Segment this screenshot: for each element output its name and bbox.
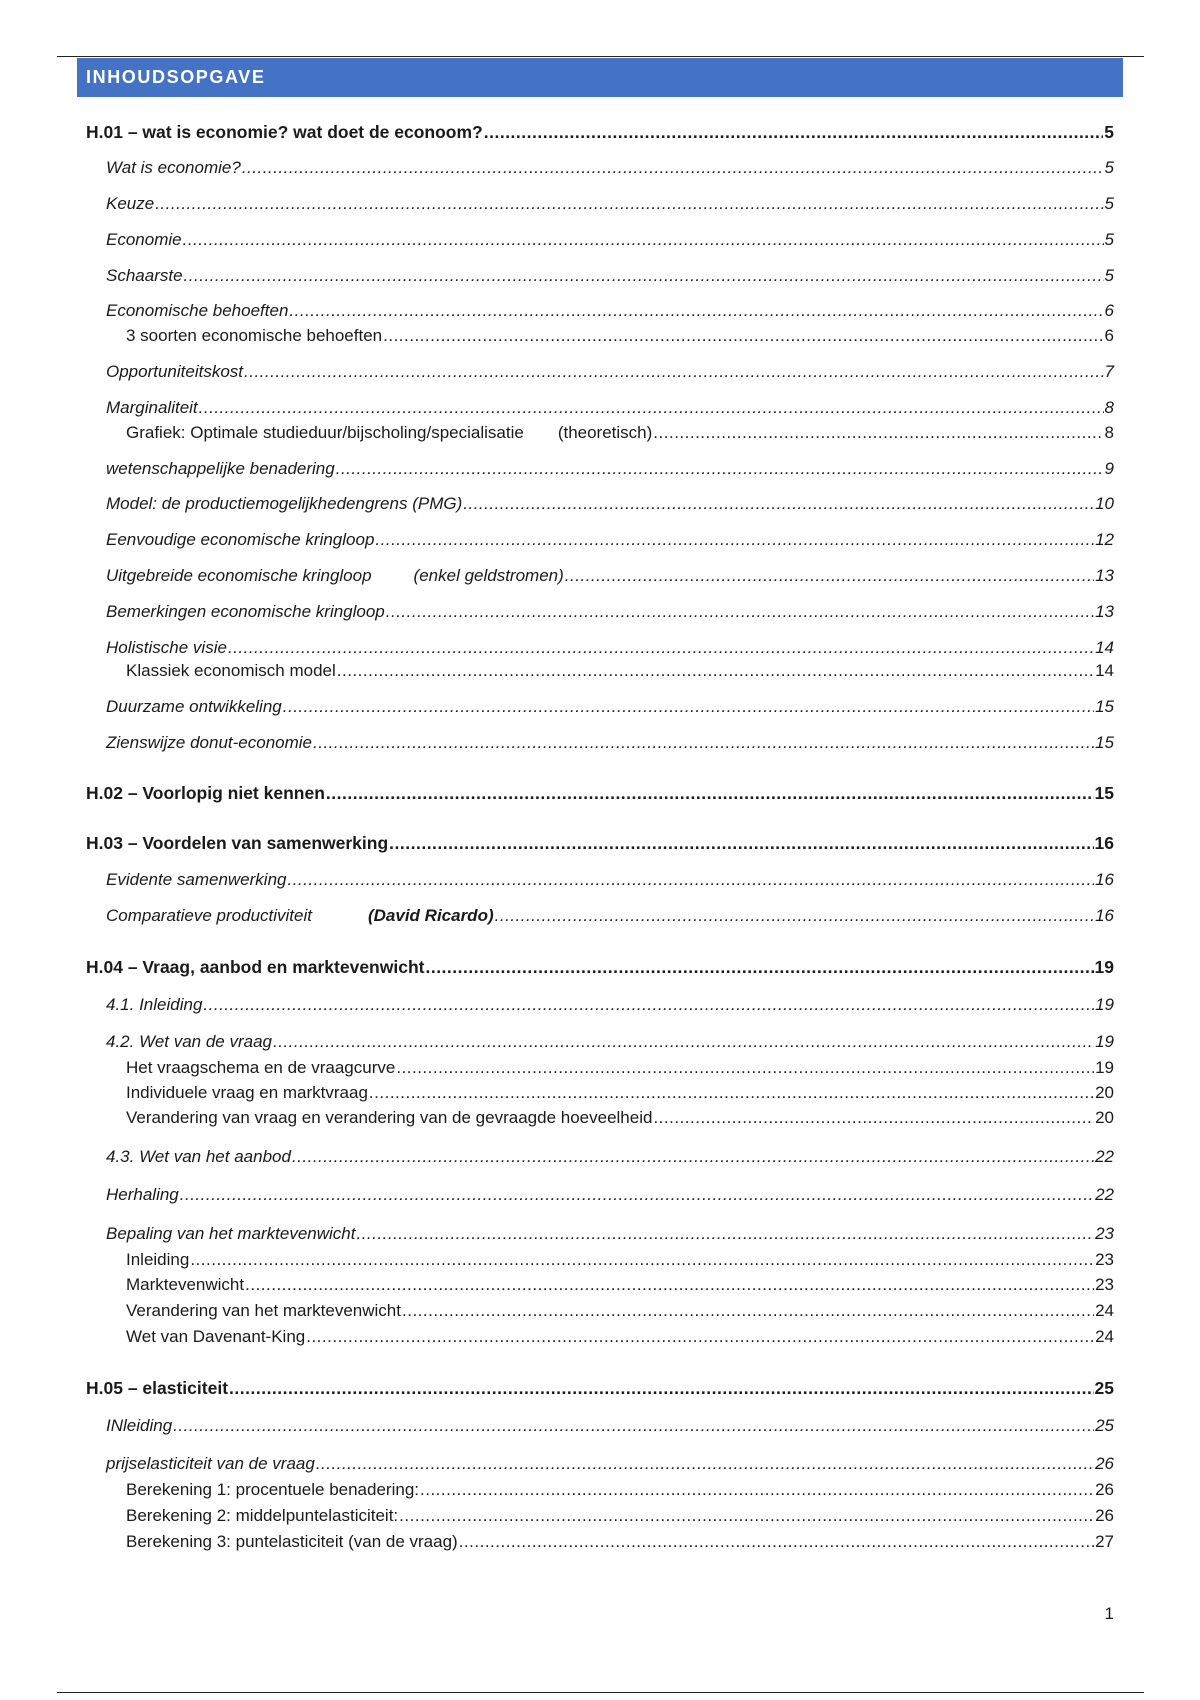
toc-entry-page: 16 [1094,833,1114,853]
toc-entry-page: 7 [1104,362,1114,381]
toc-entry[interactable] [86,957,1114,978]
dot-leader [316,1454,1094,1474]
dot-leader [155,194,1103,214]
dot-leader [173,1416,1094,1436]
toc-entry-text: 4.1. Inleiding [106,995,203,1014]
toc-entry-title [106,1032,272,1052]
toc-entry-page: 14 [1095,661,1114,680]
toc-entry-title [106,158,241,178]
toc-entry-title [126,661,336,681]
toc-entry-page: 26 [1095,1480,1114,1499]
toc-entry-title [86,833,388,854]
top-rule [57,56,1144,57]
toc-entry-page: 10 [1095,494,1114,513]
dot-leader [190,1250,1094,1270]
toc-entry-title [86,783,325,804]
toc-entry-title [106,266,183,286]
toc-entry-page: 23 [1095,1224,1114,1243]
toc-entry-text: Wat is economie? [106,158,241,177]
dot-leader [313,733,1094,753]
toc-entry[interactable] [126,1532,1114,1552]
toc-entry-page: 15 [1095,733,1114,752]
dot-leader [306,1327,1094,1347]
toc-entry[interactable] [126,423,1114,443]
toc-entry-title [86,122,483,143]
dot-leader [484,122,1104,143]
toc-entry-text: wetenschappelijke benadering [106,459,335,478]
toc-entry-title [126,1301,401,1321]
toc-entry[interactable] [126,1083,1114,1103]
toc-entry-text: Model: de productiemogelijkhedengrens (PMG) [106,494,463,513]
toc-entry-page: 5 [1104,266,1114,285]
toc-entry-page: 16 [1095,906,1114,925]
toc-entry[interactable] [106,638,1114,658]
toc-entry-title [126,1058,395,1078]
toc-entry-page: 20 [1095,1083,1114,1102]
toc-entry-title [106,398,198,418]
dot-leader [399,1506,1094,1526]
dot-leader [653,423,1103,443]
toc-entry[interactable] [106,1147,1114,1167]
toc-entry-text: Opportuniteitskost [106,362,244,381]
toc-entry[interactable] [86,833,1114,854]
toc-entry[interactable] [106,1454,1114,1474]
dot-leader [565,566,1094,586]
toc-entry-page: 27 [1095,1532,1114,1551]
toc-entry-text: Zienswijze donut-economie [106,733,312,752]
toc-entry-title [126,326,382,346]
dot-leader [245,1275,1094,1295]
toc-entry-title [126,1327,305,1347]
toc-entry[interactable] [126,1506,1114,1526]
toc-entry-text: H.01 – wat is economie? wat doet de econoom? [86,122,483,142]
toc-entry-text: Eenvoudige economische kringloop [106,530,375,549]
toc-entry-text: Bemerkingen economische kringloop [106,602,385,621]
dot-leader [292,1147,1094,1167]
toc-entry-title [106,459,335,479]
toc-entry-page: 25 [1095,1416,1114,1435]
toc-entry-title [106,1147,291,1167]
bottom-rule [57,1692,1144,1693]
dot-leader [402,1301,1094,1321]
dot-leader [184,266,1104,286]
toc-entry[interactable] [106,494,1114,514]
dot-leader [229,1378,1094,1399]
toc-entry-text: Marginaliteit [106,398,198,417]
toc-entry-text: INleiding [106,1416,173,1435]
toc-entry-text: Schaarste [106,266,183,285]
toc-entry-title [106,230,182,250]
toc-entry-subtext: (David Ricardo) [367,906,494,925]
toc-entry-title [106,602,385,622]
toc-entry[interactable] [126,661,1114,681]
toc-entry-page: 24 [1095,1301,1114,1320]
dot-leader [242,158,1104,178]
toc-entry-text: Duurzame ontwikkeling [106,697,282,716]
toc-heading: INHOUDSOPGAVE [77,58,1123,97]
toc-entry-title [126,1275,244,1295]
toc-entry-title [86,1378,228,1399]
toc-entry-title [106,301,288,321]
toc-entry-text: Holistische visie [106,638,227,657]
toc-entry-title [126,1108,652,1128]
toc-entry-text: Evidente samenwerking [106,870,287,889]
dot-leader [180,1185,1094,1205]
toc-entry-title [106,566,564,586]
toc-entry-page: 19 [1095,995,1114,1014]
toc-entry-title [106,1454,315,1474]
toc-entry[interactable] [126,1108,1114,1128]
toc-entry-title [106,870,286,890]
toc-entry-page: 24 [1095,1327,1114,1346]
toc-entry[interactable] [126,1480,1114,1500]
dot-leader [375,530,1094,550]
toc-entry-title [106,1416,172,1436]
dot-leader [653,1108,1094,1128]
toc-entry-title [126,1480,419,1500]
toc-entry-title [106,995,202,1015]
toc-entry-title [126,1250,189,1270]
toc-entry[interactable] [126,1275,1114,1295]
toc-entry-page: 19 [1094,957,1114,977]
dot-leader [396,1058,1094,1078]
dot-leader [283,697,1094,717]
toc-entry-page: 26 [1095,1454,1114,1473]
toc-entry-text: 4.3. Wet van het aanbod [106,1147,291,1166]
toc-entry-title [126,423,652,443]
toc-entry[interactable] [106,266,1114,286]
toc-entry[interactable] [86,122,1114,143]
dot-leader [199,398,1104,418]
toc-entry-title [106,194,154,214]
toc-entry-title [86,957,424,978]
toc-entry-title [106,494,462,514]
dot-leader [383,326,1103,346]
toc-entry-text: Wet van Davenant-King [126,1327,306,1346]
dot-leader [337,661,1094,681]
toc-entry-title [126,1083,368,1103]
toc-entry-page: 19 [1095,1032,1114,1051]
toc-entry[interactable] [106,362,1114,382]
toc-entry-page: 22 [1095,1185,1114,1204]
toc-entry[interactable] [126,1250,1114,1270]
toc-entry-page: 16 [1095,870,1114,889]
toc-entry-page: 13 [1095,566,1114,585]
toc-entry[interactable] [106,459,1114,479]
toc-entry[interactable] [106,602,1114,622]
toc-entry[interactable] [106,566,1114,586]
toc-entry-page: 22 [1095,1147,1114,1166]
dot-leader [244,362,1104,382]
toc-entry-text: Keuze [106,194,155,213]
toc-entry-page: 12 [1095,530,1114,549]
toc-entry-page: 15 [1095,697,1114,716]
toc-entry-text: Berekening 2: middelpuntelasticiteit: [126,1506,399,1525]
dot-leader [463,494,1094,514]
toc-entry-title [106,530,374,550]
toc-entry[interactable] [106,1224,1114,1244]
toc-entry-text: Bepaling van het marktevenwicht [106,1224,356,1243]
toc-entry-page: 5 [1104,194,1114,213]
toc-entry[interactable] [106,194,1114,214]
toc-entry[interactable] [106,301,1114,321]
toc-entry-page: 15 [1094,783,1114,803]
dot-leader [386,602,1094,622]
toc-entry-page: 5 [1104,230,1114,249]
toc-entry-text: prijselasticiteit van de vraag [106,1454,315,1473]
toc-entry[interactable] [86,783,1114,804]
toc-entry[interactable] [126,326,1114,346]
toc-entry-text: Herhaling [106,1185,179,1204]
dot-leader [273,1032,1094,1052]
dot-leader [389,833,1093,854]
toc-entry-text: Uitgebreide economische kringloop [106,566,372,585]
toc-entry[interactable] [106,398,1114,418]
toc-entry-page: 14 [1095,638,1114,657]
toc-entry[interactable] [106,995,1114,1015]
toc-entry-text: Comparatieve productiviteit [106,906,312,925]
toc-entry-text: Economische behoeften [106,301,289,320]
toc-entry[interactable] [106,1416,1114,1436]
toc-entry-title [106,697,282,717]
toc-entry-subtext: (theoretisch) [557,423,653,442]
toc-entry-text: 3 soorten economische behoeften [126,326,383,345]
toc-entry[interactable] [106,906,1114,926]
toc-entry[interactable] [126,1058,1114,1078]
dot-leader [183,230,1104,250]
toc-entry[interactable] [106,697,1114,717]
toc-entry[interactable] [106,1185,1114,1205]
dot-leader [459,1532,1094,1552]
toc-entry-page: 13 [1095,602,1114,621]
toc-entry-page: 23 [1095,1250,1114,1269]
toc-entry-text: Individuele vraag en marktvraag [126,1083,368,1102]
toc-entry[interactable] [106,733,1114,753]
toc-entry-page: 8 [1104,423,1114,442]
toc-entry-text: H.02 – Voorlopig niet kennen [86,783,325,803]
toc-entry-page: 5 [1104,122,1114,142]
toc-entry-text: Marktevenwicht [126,1275,245,1294]
dot-leader [287,870,1094,890]
toc-entry-page: 20 [1095,1108,1114,1127]
toc-entry[interactable] [126,1327,1114,1347]
toc-entry-subtext: (enkel geldstromen) [413,566,564,585]
toc-entry-title [106,733,312,753]
dot-leader [356,1224,1094,1244]
toc-entry-title [106,1224,355,1244]
toc-entry-page: 23 [1095,1275,1114,1294]
toc-entry-page: 26 [1095,1506,1114,1525]
toc-entry-text: Grafiek: Optimale studieduur/bijscholing/specialisatie [126,423,524,442]
dot-leader [203,995,1094,1015]
toc-entry-text: Berekening 3: puntelasticiteit (van de vraag) [126,1532,458,1551]
toc-entry-text: H.05 – elasticiteit [86,1378,229,1398]
toc-entry-title [106,1185,179,1205]
dot-leader [495,906,1094,926]
toc-entry-text: 4.2. Wet van de vraag [106,1032,273,1051]
toc-entry-text: H.03 – Voordelen van samenwerking [86,833,389,853]
toc-entry[interactable] [106,1032,1114,1052]
toc-entry-title [106,906,494,926]
toc-entry-title [126,1532,458,1552]
toc-entry-page: 8 [1104,398,1114,417]
toc-entry[interactable] [106,230,1114,250]
toc-entry-page: 9 [1104,459,1114,478]
toc-entry[interactable] [86,1378,1114,1399]
toc-entry-text: Economie [106,230,182,249]
toc-entry-title [106,638,227,658]
toc-entry-title [126,1506,398,1526]
dot-leader [289,301,1103,321]
toc-entry[interactable] [106,870,1114,890]
dot-leader [420,1480,1094,1500]
toc-entry[interactable] [106,158,1114,178]
toc-entry-page: 19 [1095,1058,1114,1077]
toc-entry-title [106,362,243,382]
toc-entry-text: Verandering van vraag en verandering van de gevraagde hoeveelheid [126,1108,653,1127]
dot-leader [228,638,1094,658]
toc-entry-text: Verandering van het marktevenwicht [126,1301,401,1320]
toc-entry-page: 6 [1104,301,1114,320]
toc-entry-text: Klassiek economisch model [126,661,336,680]
toc-entry-page: 5 [1104,158,1114,177]
page-number: 1 [1104,1604,1114,1623]
toc-entry[interactable] [126,1301,1114,1321]
toc-entry[interactable] [106,530,1114,550]
toc-entry-text: H.04 – Vraag, aanbod en marktevenwicht [86,957,425,977]
toc-entry-text: Berekening 1: procentuele benadering: [126,1480,419,1499]
toc-entry-text: Het vraagschema en de vraagcurve [126,1058,396,1077]
dot-leader [369,1083,1094,1103]
toc-entry-page: 6 [1104,326,1114,345]
dot-leader [326,783,1094,804]
dot-leader [425,957,1093,978]
toc-entry-page: 25 [1094,1378,1114,1398]
toc-entry-text: Inleiding [126,1250,190,1269]
dot-leader [336,459,1104,479]
